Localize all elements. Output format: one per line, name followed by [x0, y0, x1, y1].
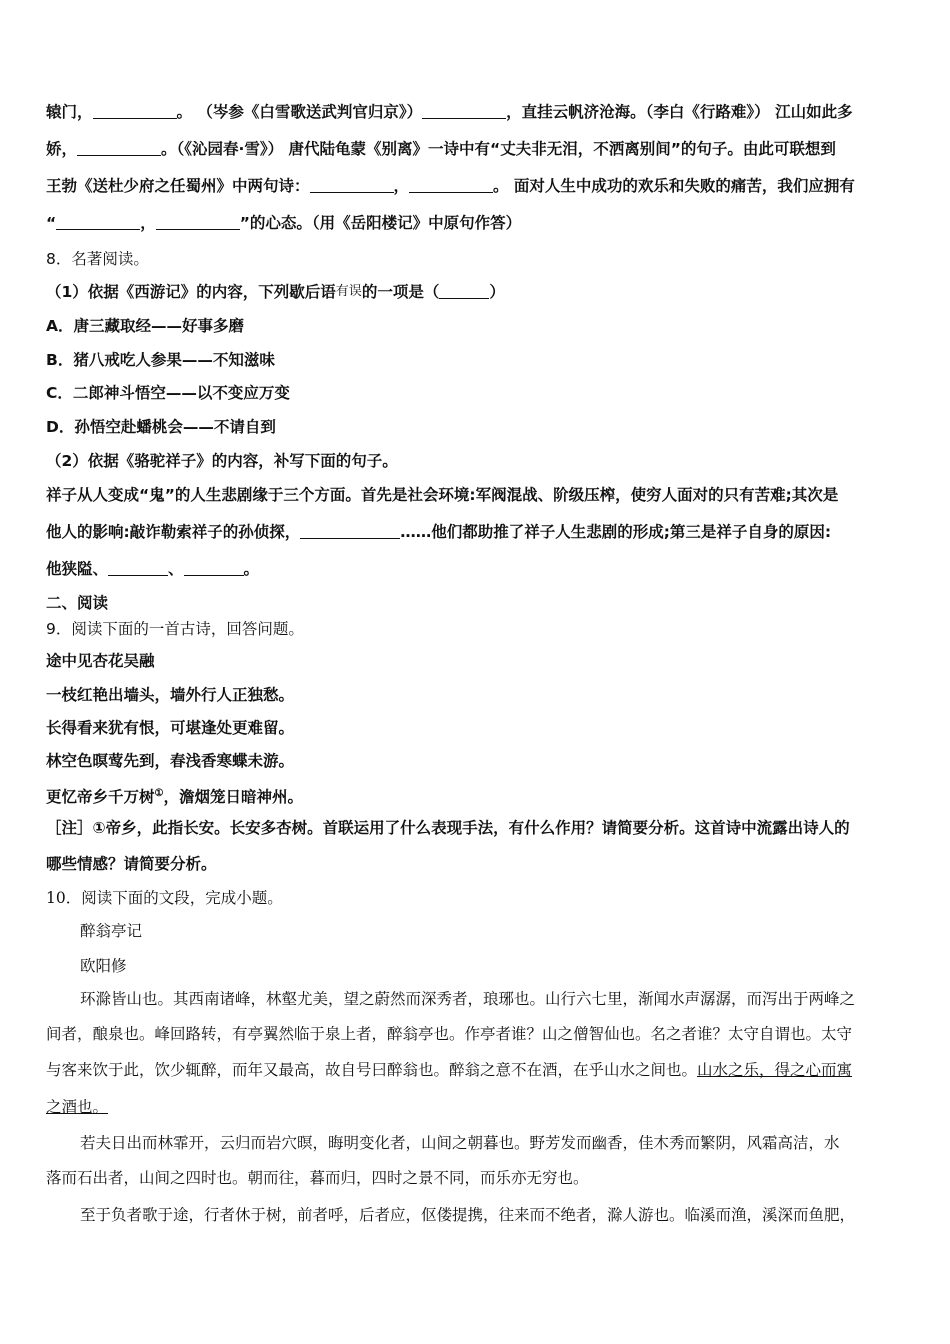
answer-blank[interactable]	[93, 102, 177, 119]
option-b[interactable]: B．猪八戒吃人参果——不知滋味	[46, 351, 275, 369]
fill-blank-line-2: 娇， 。（《沁园春·雪》） 唐代陆龟蒙《别离》一诗中有“丈夫非无泪，不洒离别间”的句子。由此可联想到	[46, 140, 836, 158]
answer-blank[interactable]	[300, 522, 400, 539]
answer-blank[interactable]	[108, 559, 168, 576]
fill-blank-line-4: “ ， ”的心态。（用《岳阳楼记》中原句作答）	[46, 214, 522, 232]
poem-note-line-2: 哪些情感？请简要分析。	[46, 855, 217, 873]
answer-blank[interactable]	[156, 213, 240, 230]
poem-note-line-1: ［注］①帝乡，此指长安。长安多杏树。首联运用了什么表现手法，有什么作用？请简要分析。这首诗中流露出诗人的	[46, 819, 850, 837]
xiangzi-paragraph-line-2: 他人的影响:敲诈勒索祥子的孙侦探， ……他们都助推了祥子人生悲剧的形成;第三是祥子自身的原因:	[46, 523, 832, 541]
answer-blank[interactable]	[184, 559, 244, 576]
essay-line-6: 落而石出者，山间之四时也。朝而往，暮而归，四时之景不同，而乐亦无穷也。	[46, 1169, 589, 1187]
essay-line-3: 与客来饮于此，饮少辄醉，而年又最高，故自号曰醉翁也。醉翁之意不在酒，在乎山水之间也。山水之乐，得之心而寓	[46, 1061, 853, 1079]
answer-blank[interactable]	[310, 176, 394, 193]
xiangzi-paragraph-line-1: 祥子从人变成“鬼”的人生悲剧缘于三个方面。首先是社会环境:军阀混战、阶级压榨，使穷人面对的只有苦难;其次是	[46, 486, 839, 504]
question-8-part-2: （2）依据《骆驼祥子》的内容，补写下面的句子。	[46, 452, 398, 470]
answer-blank[interactable]	[439, 282, 489, 299]
underlined-sentence: 山水之乐，得之心而寓	[697, 1061, 853, 1079]
fill-blank-line-3: 王勃《送杜少府之任蜀州》中两句诗： ， 。 面对人生中成功的欢乐和失败的痛苦，我们应拥有	[46, 177, 855, 195]
answer-blank[interactable]	[409, 176, 493, 193]
essay-line-4: 之酒也。	[46, 1098, 109, 1116]
poem-line-3: 林空色暝莺先到，春浅香寒蝶未游。	[46, 751, 295, 770]
essay-title: 醉翁亭记	[80, 922, 143, 940]
option-c[interactable]: C．二郎神斗悟空——以不变应万变	[46, 384, 290, 402]
question-8-title: 8．名著阅读。	[46, 250, 149, 268]
question-10-title: 10．阅读下面的文段，完成小题。	[46, 889, 283, 907]
question-8-part-1: （1）依据《西游记》的内容，下列歇后语有误的一项是（ ）	[46, 283, 505, 301]
essay-line-7: 至于负者歌于途，行者休于树，前者呼，后者应，伛偻提携，往来而不绝者，滁人游也。临溪而渔，溪深而鱼肥，	[80, 1206, 856, 1224]
answer-blank[interactable]	[422, 102, 506, 119]
question-9-title: 9．阅读下面的一首古诗，回答问题。	[46, 620, 304, 638]
answer-blank[interactable]	[77, 139, 161, 156]
xiangzi-paragraph-line-3: 他狭隘、 、 。	[46, 560, 260, 578]
option-d[interactable]: D．孙悟空赴蟠桃会——不请自到	[46, 418, 276, 436]
essay-author: 欧阳修	[80, 957, 127, 975]
poem-line-1: 一枝红艳出墙头，墙外行人正独愁。	[46, 685, 295, 704]
poem-title: 途中见杏花吴融	[46, 651, 155, 670]
essay-line-1: 环滁皆山也。其西南诸峰，林壑尤美，望之蔚然而深秀者，琅琊也。山行六七里，渐闻水声潺潺，而泻出于两峰之	[80, 990, 856, 1008]
essay-line-5: 若夫日出而林霏开，云归而岩穴暝，晦明变化者，山间之朝暮也。野芳发而幽香，佳木秀而繁阴，风霜高洁，水	[80, 1134, 840, 1152]
poem-line-2: 长得看来犹有恨，可堪逢处更难留。	[46, 718, 295, 737]
answer-blank[interactable]	[56, 213, 140, 230]
section-heading: 二、阅读	[46, 594, 109, 612]
fill-blank-line-1: 辕门， 。 （岑参《白雪歌送武判官归京》） ，直挂云帆济沧海。（李白《行路难》） 江山如此多	[46, 103, 853, 121]
essay-line-2: 间者，酿泉也。峰回路转，有亭翼然临于泉上者，醉翁亭也。作亭者谁？山之僧智仙也。名之者谁？太守自谓也。太守	[46, 1025, 853, 1043]
poem-line-4: 更忆帝乡千万树①，澹烟笼日暗神州。	[46, 787, 303, 807]
option-a[interactable]: A．唐三藏取经——好事多磨	[46, 317, 244, 335]
